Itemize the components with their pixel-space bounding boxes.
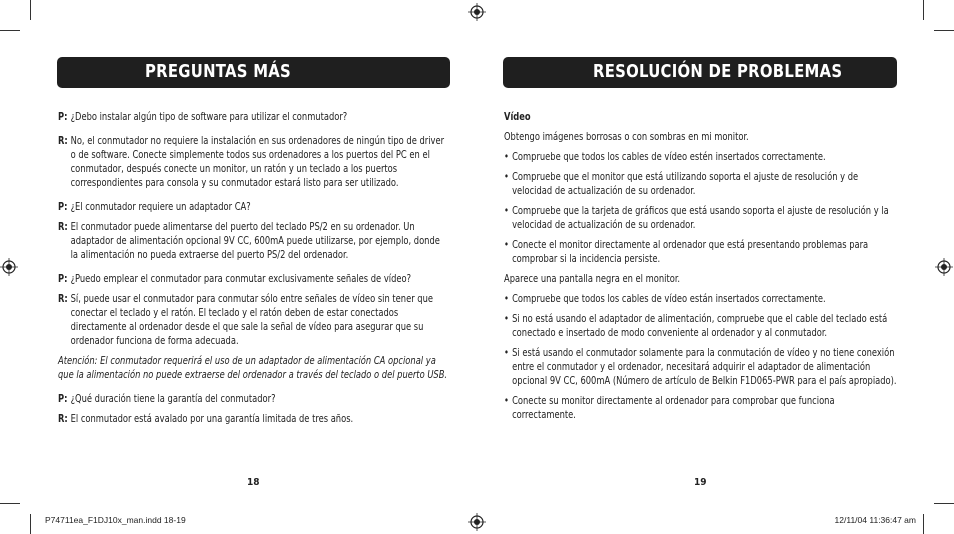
registration-mark-icon — [468, 513, 486, 531]
list-item: • Si no está usando el adaptador de alimentación, compruebe que el cable del teclado está conectado e insertado de modo conveniente al ordenador y al conmutador. — [504, 313, 888, 339]
section-heading: Vídeo — [504, 111, 531, 123]
troubleshooting-title: RESOLUCIÓN DE PROBLEMAS — [593, 62, 843, 82]
faq-column — [58, 110, 450, 426]
troubleshooting-column — [504, 110, 897, 422]
list-item: • Compruebe que el monitor que está utilizando soporta el ajuste de resolución y de velocidad de actualización de su ordenador. — [504, 171, 859, 197]
crop-mark — [923, 514, 924, 534]
crop-mark — [0, 503, 20, 504]
list-item: • Compruebe que todos los cables de vídeo están insertados correctamente. — [504, 293, 826, 305]
faq-note: Atención: El conmutador requerirá el uso de un adaptador de alimentación CA opcional ya que la alimentación no puede extraerse del ordenador a través del teclado o del puerto USB. — [58, 355, 448, 381]
list-item: • Conecte el monitor directamente al ordenador que está presentando problemas para comprobar si la incidencia persiste. — [504, 239, 869, 265]
faq-question: P: ¿Debo instalar algún tipo de software para utilizar el conmutador? — [58, 111, 348, 123]
slug-datetime: 12/11/04 11:36:47 am — [834, 515, 916, 525]
page-number: 19 — [694, 477, 707, 488]
list-item: • Compruebe que la tarjeta de gráficos que está usando soporta el ajuste de resolución y la velocidad de actualización de su ordenador. — [504, 205, 889, 231]
faq-question: P: ¿El conmutador requiere un adaptador CA? — [58, 201, 251, 213]
faq-title-banner — [57, 57, 450, 113]
list-item: • Si está usando el conmutador solamente para la conmutación de vídeo y no tiene conexión entre el conmutador y el ordenador, necesitará adquirir el adaptador de alimentación opcional 9V CC, 600mA (Número de artículo de Belkin F1D065-PWR para el país apropiado). — [504, 347, 897, 387]
crop-mark — [934, 503, 954, 504]
faq-answer: R: Sí, puede usar el conmutador para conmutar sólo entre señales de vídeo sin tener que conectar el teclado y el ratón. El teclado y el ratón deben de estar conectados directamente al ordenador desde el que sale la señal de vídeo para asegurar que su ordenador funciona de forma adecuada. — [58, 293, 434, 347]
crop-mark — [30, 0, 31, 20]
faq-answer: R: El conmutador está avalado por una garantía limitada de tres años. — [58, 413, 354, 425]
registration-mark-icon — [0, 258, 18, 276]
crop-mark — [30, 514, 31, 534]
registration-mark-icon — [468, 3, 486, 21]
list-item: • Compruebe que todos los cables de vídeo estén insertados correctamente. — [504, 151, 826, 163]
crop-mark — [934, 30, 954, 31]
list-item: • Conecte su monitor directamente al ordenador para comprobar que funciona correctamente. — [504, 395, 835, 421]
registration-mark-icon — [935, 258, 953, 276]
faq-question: P: ¿Qué duración tiene la garantía del conmutador? — [58, 393, 276, 405]
faq-question: P: ¿Puedo emplear el conmutador para conmutar exclusivamente señales de vídeo? — [58, 273, 412, 285]
faq-title: PREGUNTAS MÁS FRECUENTES — [145, 62, 292, 113]
crop-mark — [923, 0, 924, 20]
faq-answer: R: El conmutador puede alimentarse del puerto del teclado PS/2 en su ordenador. Un adaptador de alimentación opcional 9V CC, 600mA puede utilizarse, por ejemplo, donde la alimentación no pueda extraerse del puerto PS/2 del ordenador. — [58, 221, 440, 261]
crop-mark — [0, 30, 20, 31]
slug-filename: P74711ea_F1DJ10x_man.indd 18-19 — [45, 515, 186, 525]
problem-text: Obtengo imágenes borrosas o con sombras en mi monitor. — [504, 131, 749, 143]
page-number: 18 — [247, 477, 260, 488]
faq-answer: R: No, el conmutador no requiere la instalación en sus ordenadores de ningún tipo de driver o de software. Conecte simplemente todos sus ordenadores a los puertos del PC en el conmutador, después conecte un monitor, un ratón y un teclado a los puertos correspondientes para consola y su conmutador estará listo para ser utilizado. — [58, 135, 445, 189]
problem-text: Aparece una pantalla negra en el monitor. — [504, 273, 681, 285]
troubleshooting-title-banner — [503, 57, 897, 88]
